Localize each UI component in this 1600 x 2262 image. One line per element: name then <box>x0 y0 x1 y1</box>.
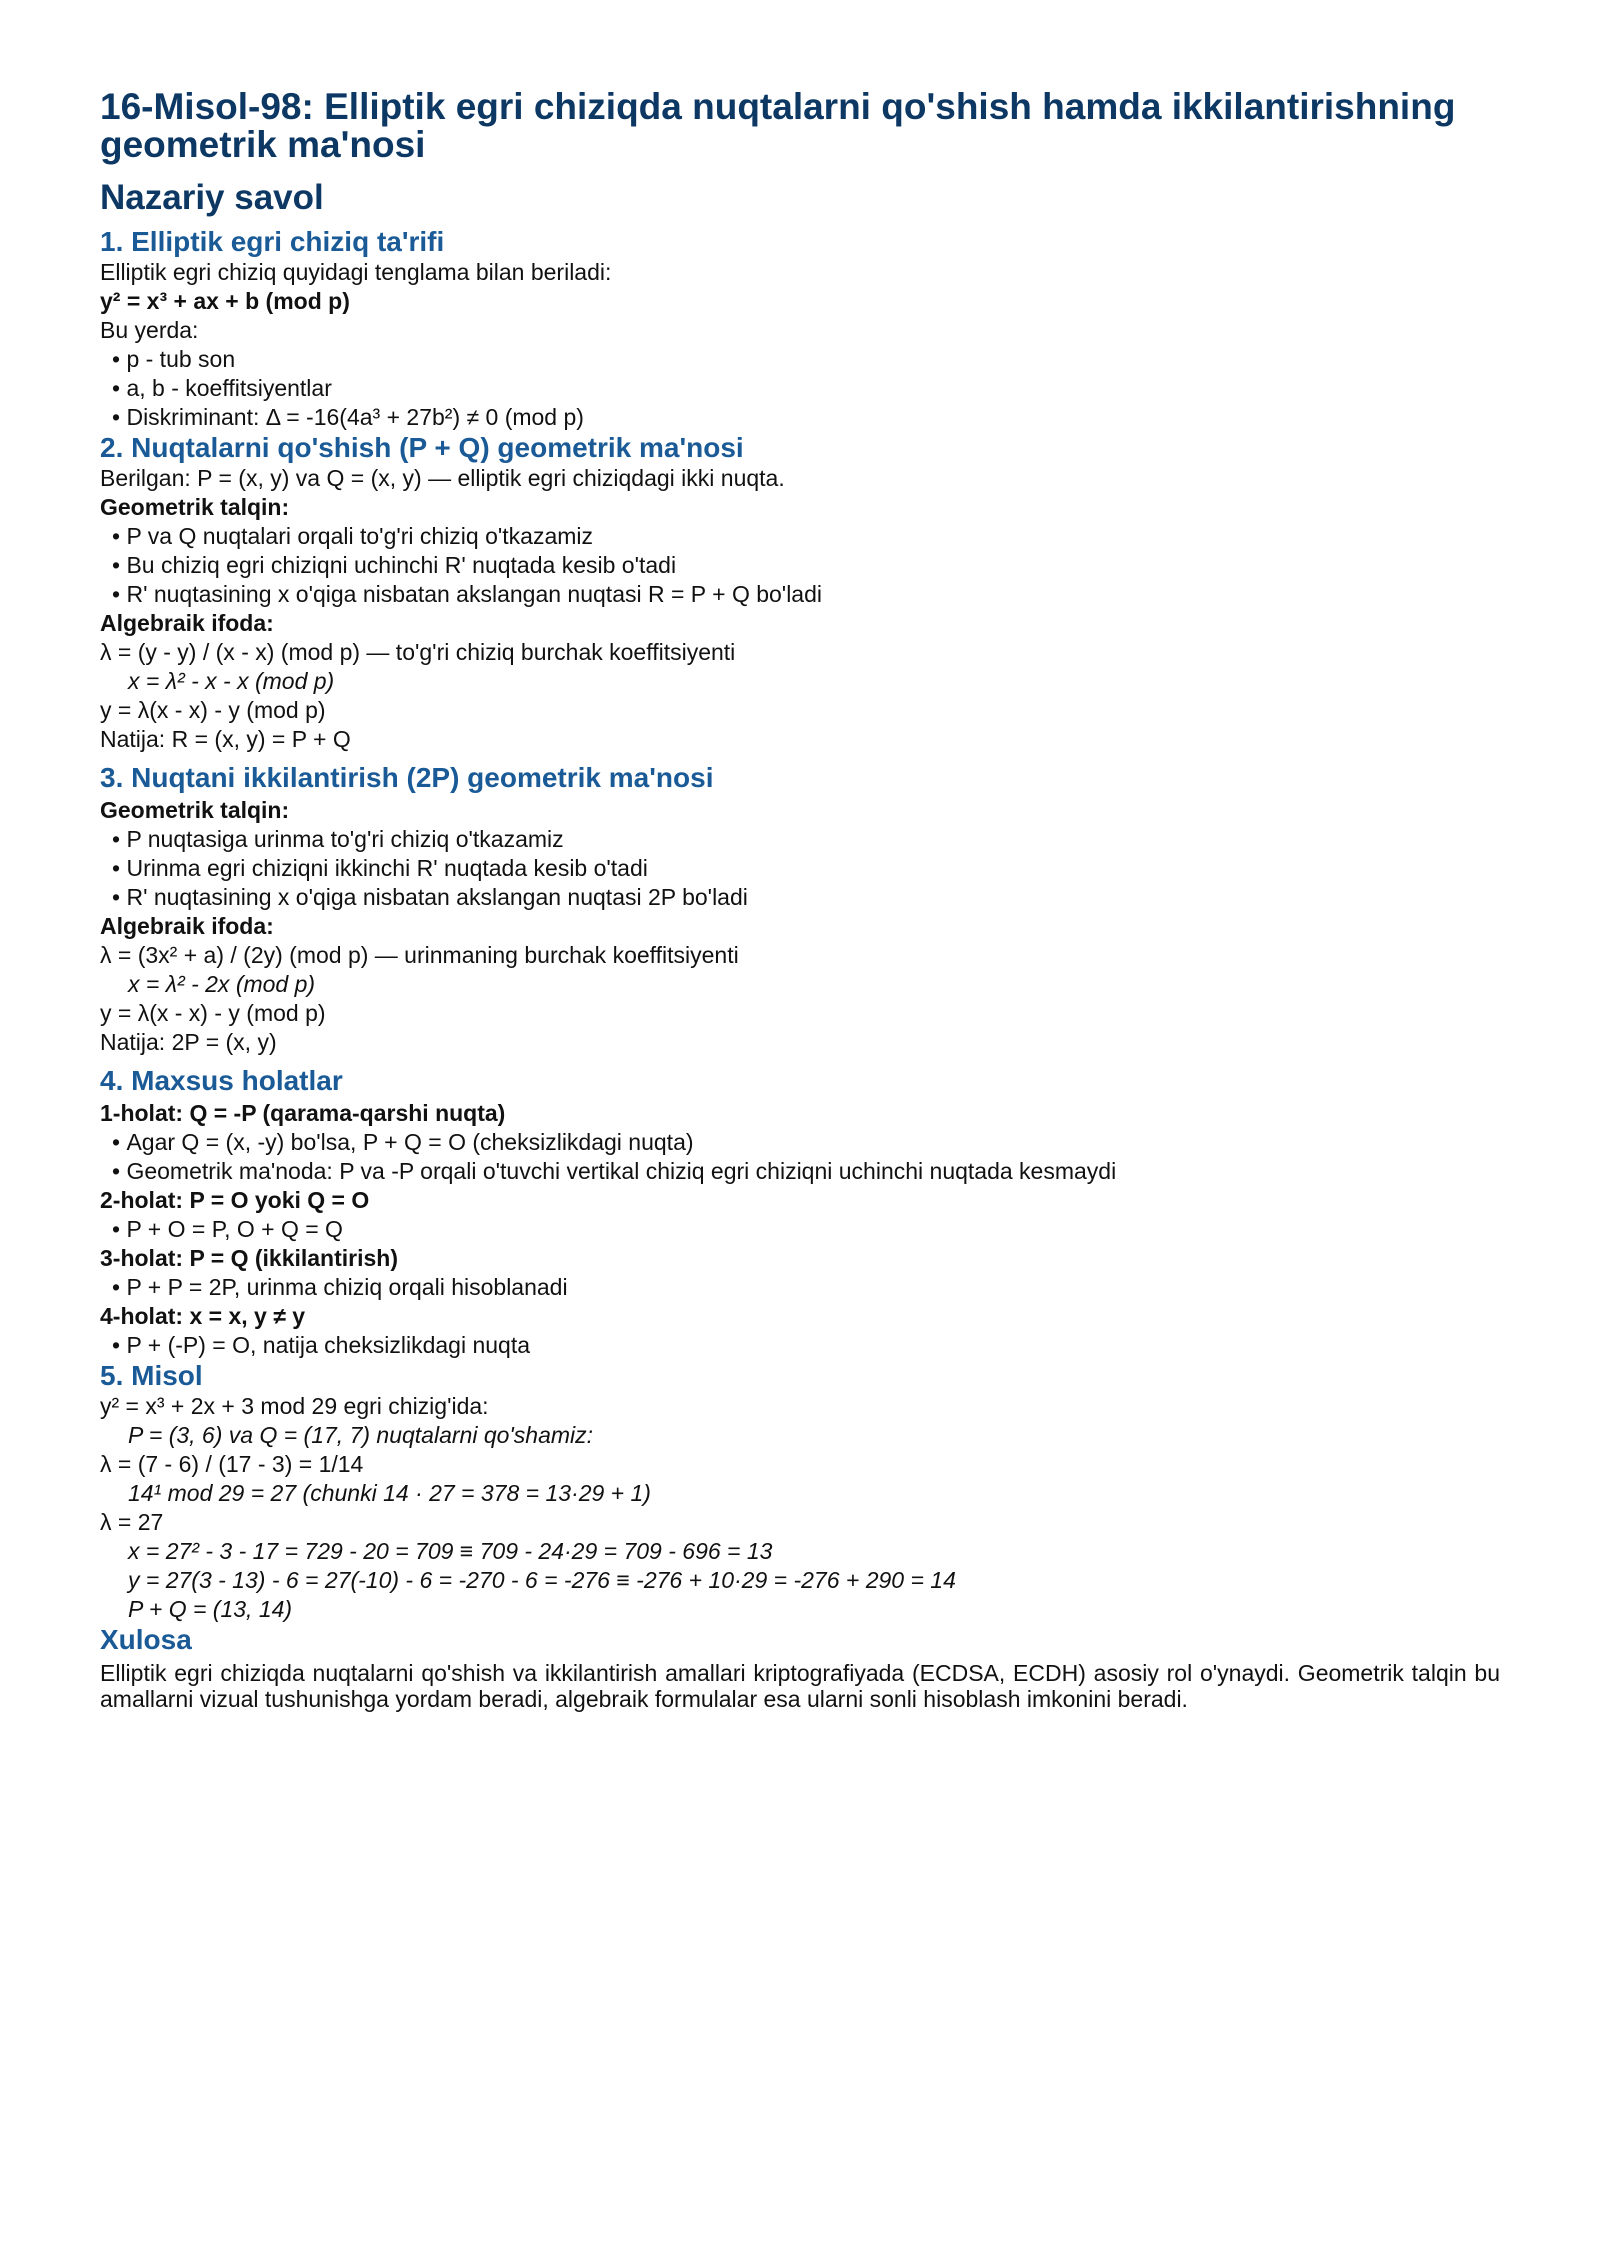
algebraic-label: Algebraik ifoda: <box>100 913 274 939</box>
list-item: • R' nuqtasining x o'qiga nisbatan akslangan nuqtasi 2P bo'ladi <box>100 883 1500 912</box>
section-4 <box>100 1065 1500 1360</box>
section-1-heading: 1. Elliptik egri chiziq ta'rifi <box>100 226 445 257</box>
list-item: • P + (-P) = O, natija cheksizlikdagi nuqta <box>100 1331 1500 1360</box>
conclusion-text: Elliptik egri chiziqda nuqtalarni qo'shish va ikkilantirish amallari kriptografiyada (ECDSA, ECDH) asosiy rol o'ynaydi. Geometrik talqin bu amallarni vizual tushunishga yordam beradi, algebraik formulalar esa ularni sonli hisoblash imkonini beradi. <box>100 1660 1500 1712</box>
example-line: λ = 27 <box>100 1509 164 1535</box>
example-line: y² = x³ + 2x + 3 mod 29 egri chizig'ida: <box>100 1393 489 1419</box>
geometric-label: Geometrik talqin: <box>100 797 290 823</box>
list-item: • R' nuqtasining x o'qiga nisbatan akslangan nuqtasi R = P + Q bo'ladi <box>100 580 1500 609</box>
list-item: • Agar Q = (x, -y) bo'lsa, P + Q = O (cheksizlikdagi nuqta) <box>100 1128 1500 1157</box>
conclusion-heading: Xulosa <box>100 1624 192 1655</box>
example-line: λ = (7 - 6) / (17 - 3) = 1/14 <box>100 1451 364 1477</box>
geometric-label: Geometrik talqin: <box>100 494 290 520</box>
list-item: • p - tub son <box>100 345 1500 374</box>
where-label: Bu yerda: <box>100 317 199 343</box>
list-item: • Bu chiziq egri chiziqni uchinchi R' nuqtada kesib o'tadi <box>100 551 1500 580</box>
list-item: • Urinma egri chiziqni ikkinchi R' nuqtada kesib o'tadi <box>100 854 1500 883</box>
example-line: 14¹ mod 29 = 27 (chunki 14 · 27 = 378 = 13·29 + 1) <box>128 1480 651 1506</box>
section-4-heading: 4. Maxsus holatlar <box>100 1065 343 1096</box>
result-text: Natija: 2P = (x, y) <box>100 1029 277 1055</box>
formula-y: y = λ(x - x) - y (mod p) <box>100 697 326 723</box>
algebraic-label: Algebraik ifoda: <box>100 610 274 636</box>
section-nazariy-savol: Nazariy savol <box>100 178 324 217</box>
document-title: 16-Misol-98: Elliptik egri chiziqda nuqtalarni qo'shish hamda ikkilantirishning geometrik ma'nosi <box>100 86 1456 165</box>
formula-lambda: λ = (3x² + a) / (2y) (mod p) — urinmaning burchak koeffitsiyenti <box>100 942 739 968</box>
section-5-heading: 5. Misol <box>100 1360 203 1391</box>
example-line: P + Q = (13, 14) <box>128 1596 293 1622</box>
case-1-label: 1-holat: Q = -P (qarama-qarshi nuqta) <box>100 1100 506 1126</box>
section-3-heading: 3. Nuqtani ikkilantirish (2P) geometrik ma'nosi <box>100 762 714 793</box>
formula-x: x = λ² - 2x (mod p) <box>128 971 316 997</box>
intro-text: Elliptik egri chiziq quyidagi tenglama bilan beriladi: <box>100 259 612 285</box>
section-3 <box>100 762 1500 1057</box>
result-text: Natija: R = (x, y) = P + Q <box>100 726 351 752</box>
section-5 <box>100 1360 1500 1624</box>
example-line: y = 27(3 - 13) - 6 = 27(-10) - 6 = -270 - 6 = -276 ≡ -276 + 10·29 = -276 + 290 = 14 <box>128 1567 956 1593</box>
section-2-heading: 2. Nuqtalarni qo'shish (P + Q) geometrik ma'nosi <box>100 432 744 463</box>
formula-y: y = λ(x - x) - y (mod p) <box>100 1000 326 1026</box>
list-item: • Diskriminant: Δ = -16(4a³ + 27b²) ≠ 0 (mod p) <box>100 403 1500 432</box>
example-line: x = 27² - 3 - 17 = 729 - 20 = 709 ≡ 709 - 24·29 = 709 - 696 = 13 <box>128 1538 773 1564</box>
curve-equation: y² = x³ + ax + b (mod p) <box>100 288 350 314</box>
list-item: • P va Q nuqtalari orqali to'g'ri chiziq o'tkazamiz <box>100 522 1500 551</box>
case-4-label: 4-holat: x = x, y ≠ y <box>100 1303 306 1329</box>
list-item: • a, b - koeffitsiyentlar <box>100 374 1500 403</box>
example-line: P = (3, 6) va Q = (17, 7) nuqtalarni qo'shamiz: <box>128 1422 594 1448</box>
section-1 <box>100 226 1500 432</box>
case-2-label: 2-holat: P = O yoki Q = O <box>100 1187 370 1213</box>
formula-x: x = λ² - x - x (mod p) <box>128 668 335 694</box>
given-text: Berilgan: P = (x, y) va Q = (x, y) — elliptik egri chiziqdagi ikki nuqta. <box>100 465 785 491</box>
section-2 <box>100 432 1500 754</box>
list-item: • P + O = P, O + Q = Q <box>100 1215 1500 1244</box>
list-item: • P + P = 2P, urinma chiziq orqali hisoblanadi <box>100 1273 1500 1302</box>
conclusion-section <box>100 1624 1500 1712</box>
case-3-label: 3-holat: P = Q (ikkilantirish) <box>100 1245 399 1271</box>
list-item: • Geometrik ma'noda: P va -P orqali o'tuvchi vertikal chiziq egri chiziqni uchinchi nuqtada kesmaydi <box>100 1157 1500 1186</box>
formula-lambda: λ = (y - y) / (x - x) (mod p) — to'g'ri chiziq burchak koeffitsiyenti <box>100 639 736 665</box>
list-item: • P nuqtasiga urinma to'g'ri chiziq o'tkazamiz <box>100 825 1500 854</box>
